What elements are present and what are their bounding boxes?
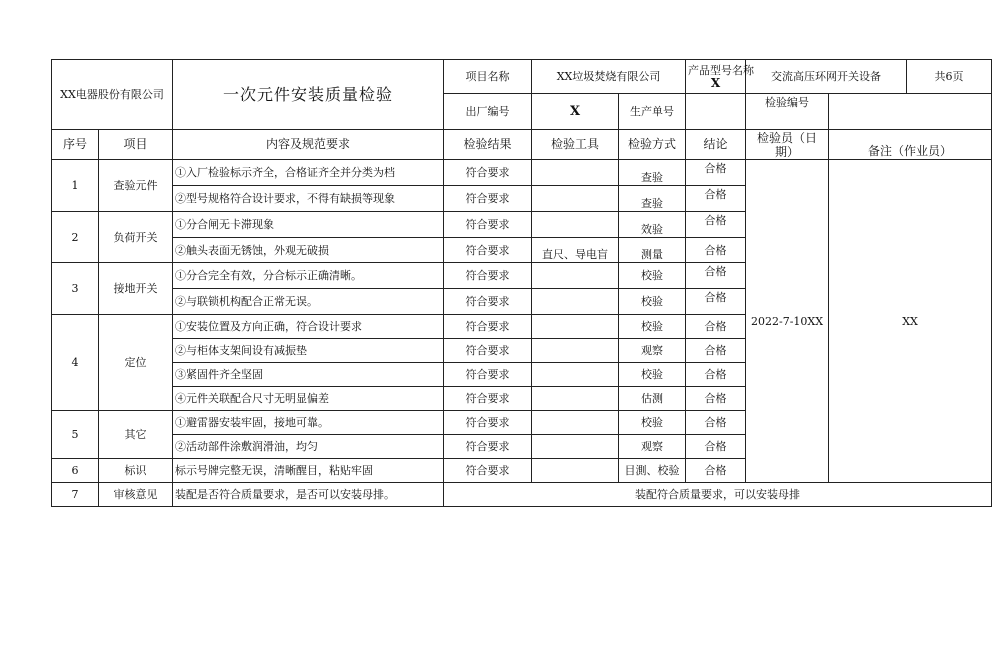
content-cell: ②触头表面无锈蚀，外观无破损 bbox=[173, 238, 444, 263]
result-cell: 符合要求 bbox=[444, 238, 532, 263]
conclusion-cell: 合格 bbox=[686, 160, 746, 186]
method-cell: 观察 bbox=[619, 339, 686, 363]
result-cell: 符合要求 bbox=[444, 459, 532, 483]
col-conclusion: 结论 bbox=[686, 130, 746, 160]
content-cell: ①安装位置及方向正确，符合设计要求 bbox=[173, 315, 444, 339]
conclusion-cell: 合格 bbox=[686, 263, 746, 289]
tool-cell bbox=[532, 387, 619, 411]
item-cell: 其它 bbox=[99, 411, 173, 459]
review-seq: 7 bbox=[52, 483, 99, 507]
result-cell: 符合要求 bbox=[444, 160, 532, 186]
review-row bbox=[52, 483, 992, 507]
method-cell: 效验 bbox=[619, 212, 686, 238]
conclusion-cell: 合格 bbox=[686, 315, 746, 339]
method-cell: 测量 bbox=[619, 238, 686, 263]
col-inspector: 检验员（日期） bbox=[746, 130, 829, 160]
model-label: 产品型号名称 bbox=[688, 63, 755, 77]
result-cell: 符合要求 bbox=[444, 339, 532, 363]
conclusion-cell: 合格 bbox=[686, 387, 746, 411]
factory-no-label: 出厂编号 bbox=[444, 94, 532, 130]
tool-cell bbox=[532, 263, 619, 289]
tool-cell bbox=[532, 435, 619, 459]
tool-cell bbox=[532, 160, 619, 186]
conclusion-cell: 合格 bbox=[686, 339, 746, 363]
production-no-value bbox=[686, 94, 746, 130]
seq-cell: 3 bbox=[52, 263, 99, 315]
seq-cell: 1 bbox=[52, 160, 99, 212]
tool-cell bbox=[532, 339, 619, 363]
production-no-label: 生产单号 bbox=[619, 94, 686, 130]
inspector-date-cell: 2022-7-10XX bbox=[746, 160, 829, 483]
method-cell: 校验 bbox=[619, 289, 686, 315]
conclusion-cell: 合格 bbox=[686, 186, 746, 212]
company-name: XX电器股份有限公司 bbox=[52, 60, 173, 130]
seq-cell: 5 bbox=[52, 411, 99, 459]
method-cell: 估测 bbox=[619, 387, 686, 411]
result-cell: 符合要求 bbox=[444, 363, 532, 387]
content-cell: ①入厂检验标示齐全，合格证齐全并分类为档 bbox=[173, 160, 444, 186]
content-cell: ②与联锁机构配合正常无误。 bbox=[173, 289, 444, 315]
factory-no-value: X bbox=[532, 94, 619, 130]
col-tool: 检验工具 bbox=[532, 130, 619, 160]
content-cell: ④元件关联配合尺寸无明显偏差 bbox=[173, 387, 444, 411]
inspection-no-value bbox=[829, 94, 992, 130]
item-cell: 标识 bbox=[99, 459, 173, 483]
inspection-no-label: 检验编号 bbox=[746, 94, 829, 130]
item-cell: 负荷开关 bbox=[99, 212, 173, 263]
result-cell: 符合要求 bbox=[444, 387, 532, 411]
item-cell: 接地开关 bbox=[99, 263, 173, 315]
header-row-1 bbox=[52, 60, 992, 94]
conclusion-cell: 合格 bbox=[686, 411, 746, 435]
result-cell: 符合要求 bbox=[444, 435, 532, 459]
col-method: 检验方式 bbox=[619, 130, 686, 160]
seq-cell: 4 bbox=[52, 315, 99, 411]
col-item: 项目 bbox=[99, 130, 173, 160]
method-cell: 目測、校验 bbox=[619, 459, 686, 483]
content-cell: 标示号牌完整无误，清晰醒目，粘贴牢固 bbox=[173, 459, 444, 483]
review-item: 审核意见 bbox=[99, 483, 173, 507]
inspection-table bbox=[51, 59, 992, 507]
page-title: 一次元件安装质量检验 bbox=[173, 60, 444, 130]
method-cell: 查验 bbox=[619, 186, 686, 212]
result-cell: 符合要求 bbox=[444, 289, 532, 315]
result-cell: 符合要求 bbox=[444, 212, 532, 238]
content-cell: ②型号规格符合设计要求，不得有缺损等现象 bbox=[173, 186, 444, 212]
table-row bbox=[52, 160, 992, 186]
model-cell bbox=[686, 60, 755, 94]
conclusion-cell: 合格 bbox=[686, 289, 746, 315]
col-result: 检验结果 bbox=[444, 130, 532, 160]
content-cell: ③紧固件齐全坚固 bbox=[173, 363, 444, 387]
tool-cell bbox=[532, 411, 619, 435]
content-cell: ②活动部件涂敷润滑油，均匀 bbox=[173, 435, 444, 459]
col-content: 内容及规范要求 bbox=[173, 130, 444, 160]
method-cell: 观察 bbox=[619, 435, 686, 459]
project-value: XX垃圾焚烧有限公司 bbox=[532, 60, 686, 94]
model-value-x: X bbox=[710, 75, 721, 90]
result-cell: 符合要求 bbox=[444, 315, 532, 339]
column-header-row bbox=[52, 130, 992, 160]
tool-cell bbox=[532, 363, 619, 387]
method-cell: 校验 bbox=[619, 411, 686, 435]
tool-cell bbox=[532, 459, 619, 483]
conclusion-cell: 合格 bbox=[686, 459, 746, 483]
tool-cell bbox=[532, 315, 619, 339]
result-cell: 符合要求 bbox=[444, 411, 532, 435]
total-pages: 共6页 bbox=[907, 60, 992, 94]
col-seq: 序号 bbox=[52, 130, 99, 160]
tool-cell bbox=[532, 289, 619, 315]
method-cell: 校验 bbox=[619, 363, 686, 387]
conclusion-cell: 合格 bbox=[686, 238, 746, 263]
content-cell: ②与柜体支架间设有减振垫 bbox=[173, 339, 444, 363]
tool-cell: 直尺、导电盲 bbox=[532, 238, 619, 263]
content-cell: ①避雷器安装牢固，接地可靠。 bbox=[173, 411, 444, 435]
review-content: 装配是否符合质量要求，是否可以安装母排。 bbox=[173, 483, 444, 507]
content-cell: ①分合闸无卡滞现象 bbox=[173, 212, 444, 238]
remark-cell: XX bbox=[829, 160, 992, 483]
content-cell: ①分合完全有效，分合标示正确清晰。 bbox=[173, 263, 444, 289]
result-cell: 符合要求 bbox=[444, 263, 532, 289]
review-result: 装配符合质量要求，可以安装母排 bbox=[444, 483, 992, 507]
inspection-form bbox=[51, 59, 992, 507]
model-value: 交流高压环网开关设备 bbox=[746, 60, 907, 94]
result-cell: 符合要求 bbox=[444, 186, 532, 212]
conclusion-cell: 合格 bbox=[686, 212, 746, 238]
col-remark: 备注（作业员） bbox=[829, 130, 992, 160]
tool-cell bbox=[532, 212, 619, 238]
conclusion-cell: 合格 bbox=[686, 435, 746, 459]
seq-cell: 2 bbox=[52, 212, 99, 263]
item-cell: 定位 bbox=[99, 315, 173, 411]
seq-cell: 6 bbox=[52, 459, 99, 483]
method-cell: 查验 bbox=[619, 160, 686, 186]
item-cell: 查验元件 bbox=[99, 160, 173, 212]
method-cell: 校验 bbox=[619, 315, 686, 339]
method-cell: 校验 bbox=[619, 263, 686, 289]
conclusion-cell: 合格 bbox=[686, 363, 746, 387]
project-label: 项目名称 bbox=[444, 60, 532, 94]
tool-cell bbox=[532, 186, 619, 212]
